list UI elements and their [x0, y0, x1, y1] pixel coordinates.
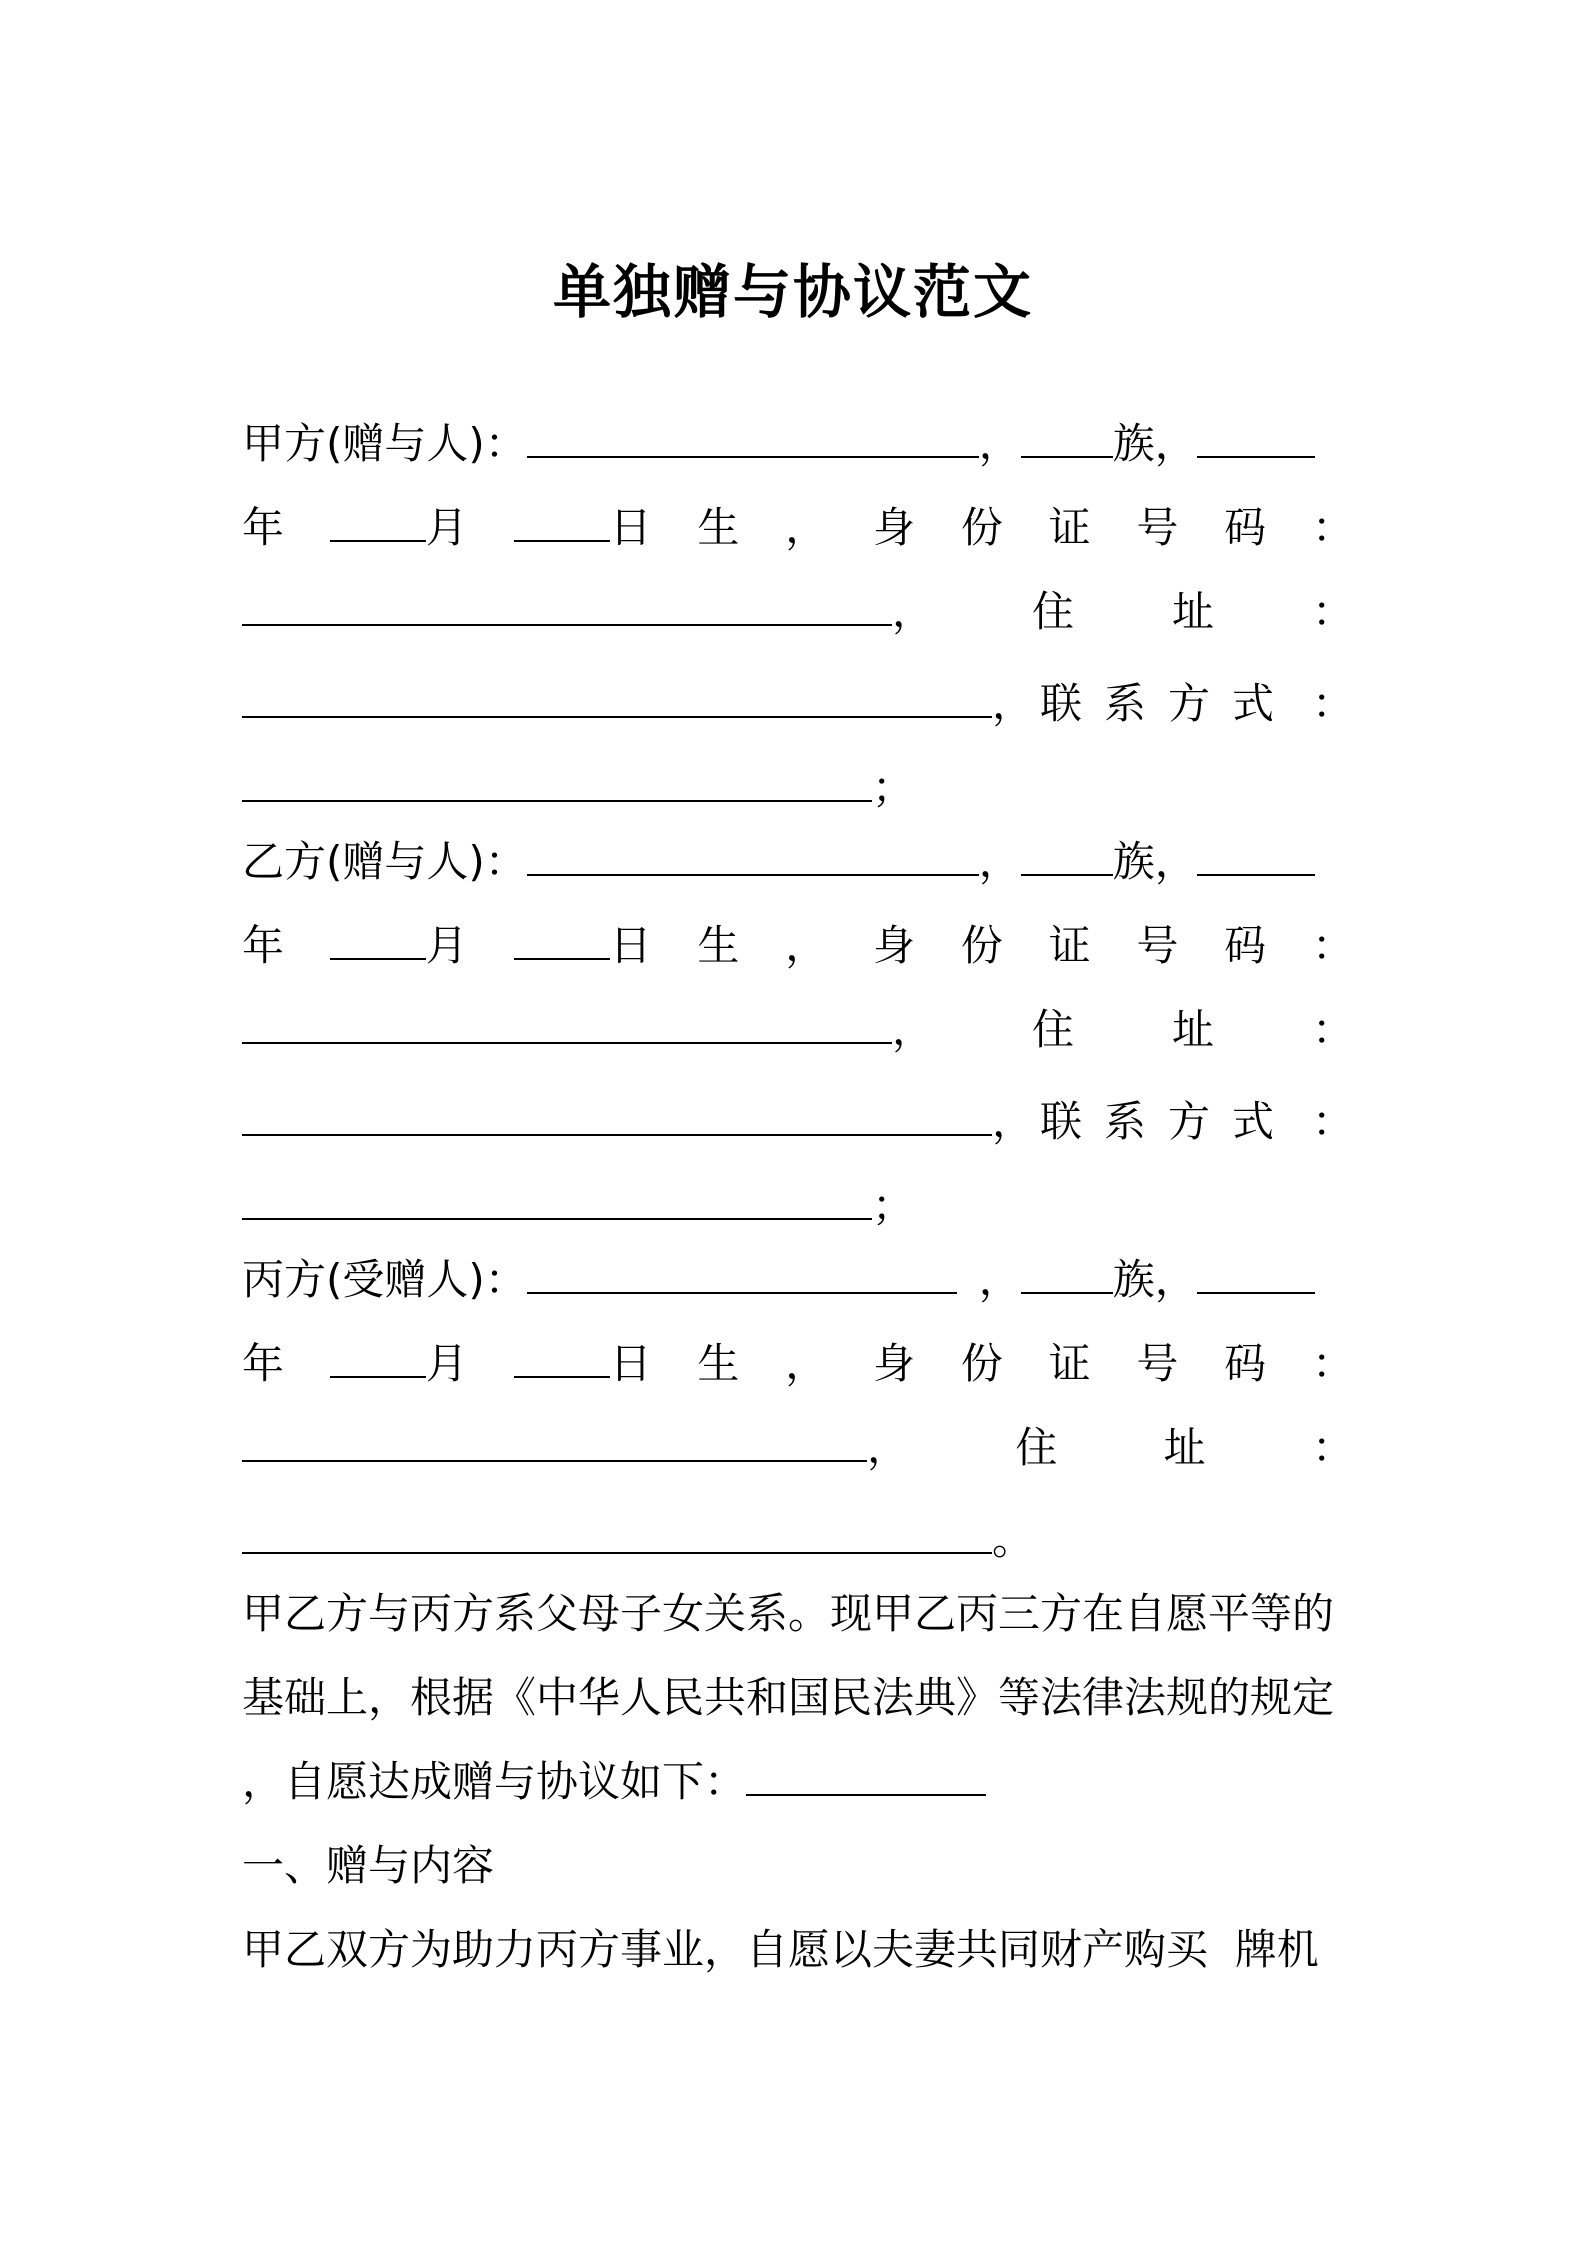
party-c-month-blank[interactable]	[330, 1328, 426, 1378]
id-char: 码	[1224, 1339, 1267, 1388]
month-label: 月	[425, 503, 468, 552]
contact-label: 联系方式	[1039, 1097, 1296, 1146]
comma: ，	[978, 419, 1021, 468]
party-a-year-blank[interactable]	[1197, 408, 1315, 458]
body-line-1: 甲乙方与丙方系父母子女关系。现甲乙丙三方在自愿平等的	[242, 1589, 1335, 1638]
party-b-line-2	[242, 906, 1354, 986]
day-label: 日	[609, 921, 652, 970]
comma: ，	[867, 1423, 910, 1472]
party-b-contact-blank[interactable]	[242, 1170, 872, 1220]
agreement-blank[interactable]	[746, 1746, 986, 1796]
comma: ，	[978, 1255, 1021, 1304]
address-char: 住	[1031, 587, 1074, 636]
section-heading-1: 一、赠与内容	[242, 1841, 495, 1890]
semicolon: ；	[872, 1181, 915, 1230]
colon: ：	[1311, 1423, 1354, 1472]
id-char: 号	[1136, 921, 1179, 970]
id-char: 证	[1048, 921, 1091, 970]
ethnic-label: 族，	[1112, 419, 1197, 468]
id-char: 身	[872, 503, 915, 552]
colon: ：	[1311, 1097, 1354, 1146]
party-b-day-blank[interactable]	[514, 910, 610, 960]
comma: ，	[992, 679, 1035, 728]
party-c-label: 丙方(受赠人)：	[242, 1255, 527, 1304]
party-c-name-blank[interactable]	[527, 1244, 957, 1294]
party-a-label: 甲方(赠与人)：	[242, 419, 527, 468]
address-char: 址	[1171, 587, 1214, 636]
month-label: 月	[425, 921, 468, 970]
id-char: 号	[1136, 1339, 1179, 1388]
party-a-line-3	[242, 572, 1354, 652]
party-a-address-blank[interactable]	[242, 668, 992, 718]
colon: ：	[1311, 587, 1354, 636]
party-b-line-3	[242, 990, 1354, 1070]
id-char: 证	[1048, 1339, 1091, 1388]
id-char: 份	[960, 503, 1003, 552]
semicolon: ；	[872, 763, 915, 812]
party-b-address-blank[interactable]	[242, 1086, 992, 1136]
party-a-day-blank[interactable]	[514, 492, 610, 542]
comma: ，	[785, 1339, 828, 1388]
party-b-id-blank[interactable]	[242, 994, 892, 1044]
party-c-line-2	[242, 1324, 1354, 1404]
party-a-id-blank[interactable]	[242, 576, 892, 626]
party-c-ethnic-blank[interactable]	[1021, 1244, 1113, 1294]
colon: ：	[1311, 921, 1354, 970]
party-c-line-1	[242, 1240, 1354, 1320]
born-label: 生	[697, 503, 740, 552]
id-char: 份	[960, 921, 1003, 970]
born-label: 生	[697, 1339, 740, 1388]
id-char: 身	[872, 1339, 915, 1388]
body-line-3-text: ，自愿达成赠与协议如下：	[242, 1757, 747, 1806]
party-c-address-blank[interactable]	[242, 1504, 992, 1554]
party-c-year-blank[interactable]	[1197, 1244, 1315, 1294]
id-char: 身	[872, 921, 915, 970]
party-a-line-2	[242, 488, 1354, 568]
party-b-line-1	[242, 822, 1354, 902]
id-char: 号	[1136, 503, 1179, 552]
comma: ，	[892, 587, 935, 636]
party-c-line-4	[242, 1500, 1354, 1580]
party-c-line-3	[242, 1408, 1354, 1488]
contact-label: 联系方式	[1039, 679, 1296, 728]
id-char: 码	[1224, 921, 1267, 970]
comma: ，	[978, 837, 1021, 886]
day-label: 日	[609, 1339, 652, 1388]
party-c-day-blank[interactable]	[514, 1328, 610, 1378]
colon: ：	[1311, 503, 1354, 552]
party-a-contact-blank[interactable]	[242, 752, 872, 802]
body-line-4: 甲乙双方为助力丙方事业，自愿以夫妻共同财产购买 牌机	[242, 1925, 1319, 1974]
party-a-line-1	[242, 404, 1354, 484]
body-line-2: 基础上，根据《中华人民共和国民法典》等法律法规的规定	[242, 1673, 1335, 1722]
party-a-name-blank[interactable]	[527, 408, 979, 458]
year-label: 年	[242, 1339, 285, 1388]
party-a-line-4	[242, 664, 1354, 744]
day-label: 日	[609, 503, 652, 552]
party-a-month-blank[interactable]	[330, 492, 426, 542]
ethnic-label: 族，	[1112, 1255, 1197, 1304]
period: 。	[992, 1515, 1035, 1564]
party-c-id-blank[interactable]	[242, 1412, 867, 1462]
address-char: 住	[1031, 1005, 1074, 1054]
comma: ，	[992, 1097, 1035, 1146]
colon: ：	[1311, 1005, 1354, 1054]
month-label: 月	[425, 1339, 468, 1388]
document-title: 单独赠与协议范文	[552, 258, 1033, 326]
party-a-line-5	[242, 748, 1354, 828]
address-char: 址	[1171, 1005, 1214, 1054]
comma: ，	[785, 503, 828, 552]
address-char: 址	[1163, 1423, 1206, 1472]
year-label: 年	[242, 503, 285, 552]
year-label: 年	[242, 921, 285, 970]
party-b-year-blank[interactable]	[1197, 826, 1315, 876]
party-b-ethnic-blank[interactable]	[1021, 826, 1113, 876]
party-b-month-blank[interactable]	[330, 910, 426, 960]
party-b-line-5	[242, 1166, 1354, 1246]
colon: ：	[1311, 1339, 1354, 1388]
party-b-label: 乙方(赠与人)：	[242, 837, 527, 886]
party-b-line-4	[242, 1082, 1354, 1162]
party-b-name-blank[interactable]	[527, 826, 979, 876]
body-line-3	[242, 1742, 1354, 1822]
ethnic-label: 族，	[1112, 837, 1197, 886]
id-char: 证	[1048, 503, 1091, 552]
id-char: 份	[960, 1339, 1003, 1388]
born-label: 生	[697, 921, 740, 970]
party-a-ethnic-blank[interactable]	[1021, 408, 1113, 458]
address-char: 住	[1015, 1423, 1058, 1472]
id-char: 码	[1224, 503, 1267, 552]
colon: ：	[1311, 679, 1354, 728]
comma: ，	[785, 921, 828, 970]
comma: ，	[892, 1005, 935, 1054]
